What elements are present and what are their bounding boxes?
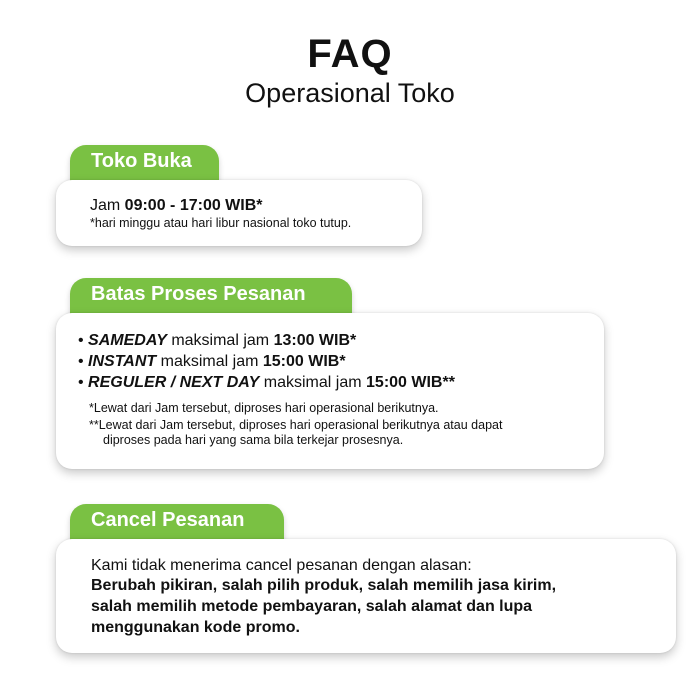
toko-buka-card	[56, 180, 422, 246]
cancel-reason-line: salah memilih metode pembayaran, salah alamat dan lupa	[91, 598, 533, 615]
cancel-reason-line: menggunakan kode promo.	[91, 619, 300, 636]
tab-label: Batas Proses Pesanan	[91, 283, 306, 305]
cancel-intro: Kami tidak menerima cancel pesanan dengan alasan:	[91, 557, 472, 574]
tab-label: Cancel Pesanan	[91, 509, 245, 531]
hours-prefix: Jam	[90, 197, 125, 214]
hours-value: 09:00 - 17:00 WIB*	[124, 197, 263, 214]
item-time: 15:00 WIB*	[262, 353, 346, 370]
item-middle: maksimal jam	[166, 332, 274, 349]
tab-label: Toko Buka	[91, 150, 192, 172]
item-label: SAMEDAY	[88, 332, 167, 349]
page-subtitle: Operasional Toko	[245, 78, 455, 108]
cancel-card	[56, 539, 676, 653]
note-two-asterisk: **Lewat dari Jam tersebut, diproses hari operasional berikutnya atau dapat	[89, 418, 503, 432]
note-two-asterisk-cont: diproses pada hari yang sama bila terkejar prosesnya.	[103, 433, 404, 447]
item-time: 13:00 WIB*	[273, 332, 357, 349]
item-middle: maksimal jam	[156, 353, 263, 370]
list-item: • REGULER / NEXT DAY maksimal jam 15:00 WIB**	[78, 374, 455, 391]
item-middle: maksimal jam	[259, 374, 367, 391]
list-item: • SAMEDAY maksimal jam 13:00 WIB*	[78, 332, 357, 349]
opening-hours	[90, 197, 263, 215]
cancel-reason-line: Berubah pikiran, salah pilih produk, salah memilih jasa kirim,	[91, 577, 557, 594]
note-one-asterisk: *Lewat dari Jam tersebut, diproses hari operasional berikutnya.	[89, 401, 439, 415]
item-label: REGULER / NEXT DAY	[88, 374, 260, 391]
batas-proses-card	[56, 313, 604, 469]
item-label: INSTANT	[88, 353, 157, 370]
closing-note: *hari minggu atau hari libur nasional toko tutup.	[90, 216, 352, 230]
list-item: • INSTANT maksimal jam 15:00 WIB*	[78, 353, 346, 370]
page-title: FAQ	[307, 32, 393, 76]
item-time: 15:00 WIB**	[366, 374, 455, 391]
